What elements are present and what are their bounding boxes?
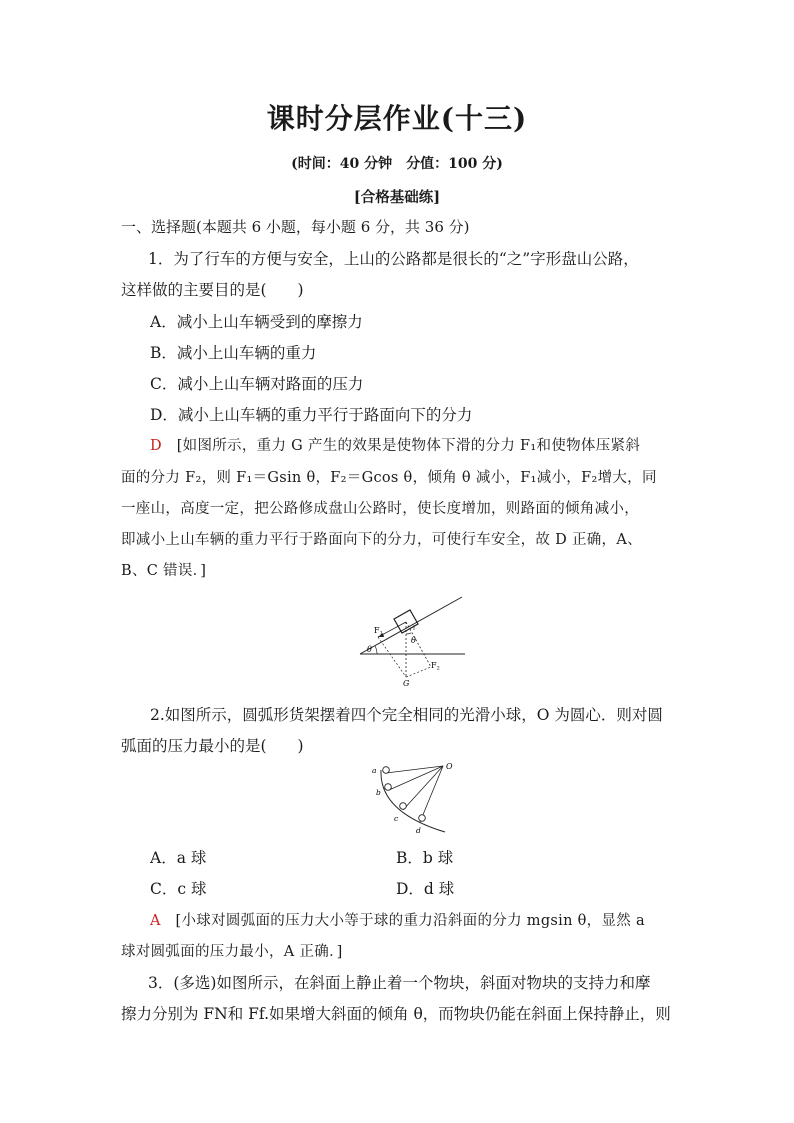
label-f1: F1 [374,626,383,637]
q2-explanation-line2: 球对圆弧面的压力最小，A 正确．] [121,944,343,960]
q1-explain-text1: [如图所示，重力 G 产生的效果是使物体下滑的分力 F₁和使物体压紧斜 [176,438,641,454]
q2-option-a: A．a 球 [150,849,207,867]
section-heading: [合格基础练] [353,189,441,206]
q1-explanation-line3: 一座山，高度一定，把公路修成盘山公路时，使长度增加，则路面的倾角减小， [121,501,639,517]
label-f2: F2 [431,661,440,672]
q2-option-d: D．d 球 [396,880,455,898]
label-o: O [446,762,453,771]
label-b: b [376,788,381,797]
label-d: d [416,826,421,835]
q2-stem-line2: 弧面的压力最小的是( ) [121,737,304,755]
label-c: c [394,814,399,823]
q2-explain-text1: [小球对圆弧面的压力大小等于球的重力沿斜面的分力 mgsin θ，显然 a [175,913,645,929]
label-a: a [372,766,377,775]
label-theta-block: θ [411,636,416,645]
q2-answer-letter: A [150,913,161,929]
time-score-info: (时间：40 分钟 分值：100 分) [291,156,503,172]
q1-explanation-line2: 面的分力 F₂，则 F₁＝Gsin θ，F₂＝Gcos θ，倾角 θ 减小，F₁减小，F₂增大，同 [121,470,657,486]
ball-c [400,803,407,810]
q2-stem-line1: 2.如图所示，圆弧形货架摆着四个完全相同的光滑小球，O 为圆心．则对圆 [150,706,663,724]
arc-shelf-diagram [365,757,460,839]
q1-stem-line1: 1．为了行车的方便与安全，上山的公路都是很长的“之”字形盘山公路， [148,250,639,268]
page-title: 课时分层作业(十三) [266,102,528,135]
incline-force-diagram [355,590,470,690]
ball-b [385,784,392,791]
label-g: G [403,679,410,688]
q1-stem-line2: 这样做的主要目的是( ) [121,281,304,299]
q1-option-a: A．减小上山车辆受到的摩擦力 [150,313,363,331]
q1-option-d: D．减小上山车辆的重力平行于路面向下的分力 [150,406,473,424]
q2-explanation-line1 [150,909,645,930]
ball-d [419,815,426,822]
part-heading: 一、选择题(本题共 6 小题，每小题 6 分，共 36 分) [121,218,470,236]
q1-explanation-line4: 即减小上山车辆的重力平行于路面向下的分力，可使行车安全，故 D 正确，A、 [121,532,642,548]
q1-option-b: B．减小上山车辆的重力 [150,344,317,362]
q3-stem-line1: 3．(多选)如图所示，在斜面上静止着一个物块，斜面对物块的支持力和摩 [148,974,651,992]
q3-stem-line2: 擦力分别为 FN和 Ff.如果增大斜面的倾角 θ，而物块仍能在斜面上保持静止，则 [121,1005,671,1023]
label-theta-angle: θ [367,645,372,654]
q2-option-c: C．c 球 [150,880,207,898]
q1-explanation-line1 [150,434,640,455]
q1-answer-letter: D [150,438,162,454]
q1-option-c: C．减小上山车辆对路面的压力 [150,375,364,393]
q2-option-b: B．b 球 [396,849,454,867]
ball-a [383,767,390,774]
q1-explanation-line5: B、C 错误．] [121,563,207,579]
